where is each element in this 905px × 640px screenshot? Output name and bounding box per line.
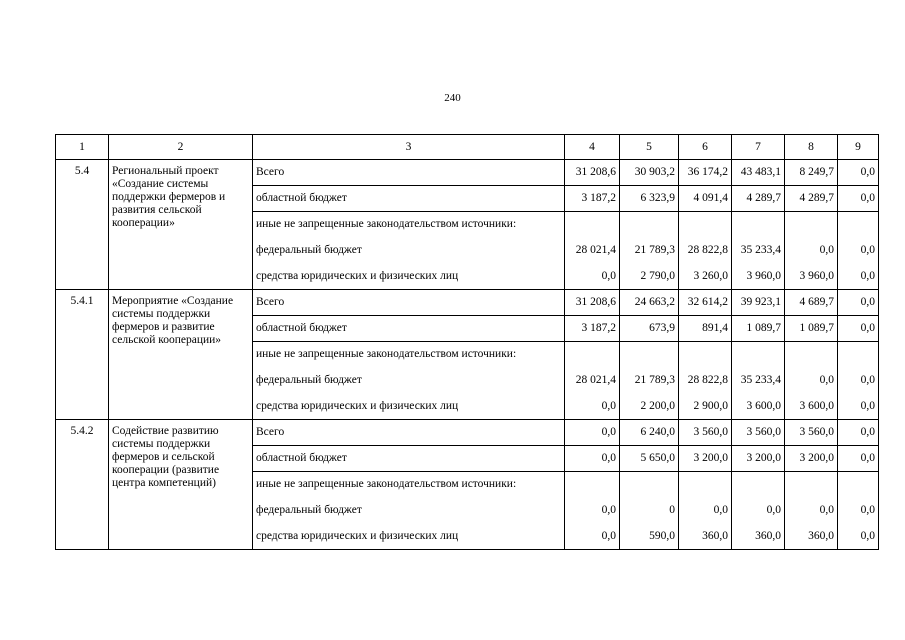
funding-source: иные не запрещенные законодательством источники: <box>253 472 565 498</box>
funding-source: Всего <box>253 160 565 186</box>
amount-cell: 3 960,0 <box>732 264 785 290</box>
amount-cell: 21 789,3 <box>620 238 679 264</box>
amount-cell <box>679 342 732 368</box>
amount-cell: 0,0 <box>838 420 879 446</box>
amount-cell: 3 200,0 <box>732 446 785 472</box>
amount-cell: 360,0 <box>679 524 732 550</box>
amount-cell: 43 483,1 <box>732 160 785 186</box>
amount-cell: 35 233,4 <box>732 238 785 264</box>
amount-cell <box>679 472 732 498</box>
row-title: Мероприятие «Создание системы поддержки фермеров и развитие сельской кооперации» <box>109 290 253 420</box>
column-header: 6 <box>679 135 732 160</box>
amount-cell <box>732 472 785 498</box>
amount-cell: 360,0 <box>732 524 785 550</box>
amount-cell: 3 560,0 <box>679 420 732 446</box>
funding-source: федеральный бюджет <box>253 368 565 394</box>
column-header: 4 <box>565 135 620 160</box>
amount-cell: 0,0 <box>838 290 879 316</box>
amount-cell: 0,0 <box>565 394 620 420</box>
amount-cell: 0,0 <box>679 498 732 524</box>
amount-cell: 0,0 <box>565 498 620 524</box>
amount-cell: 3 260,0 <box>679 264 732 290</box>
amount-cell: 3 560,0 <box>785 420 838 446</box>
funding-source: областной бюджет <box>253 446 565 472</box>
amount-cell: 3 560,0 <box>732 420 785 446</box>
amount-cell: 0,0 <box>838 238 879 264</box>
amount-cell <box>785 342 838 368</box>
amount-cell: 21 789,3 <box>620 368 679 394</box>
amount-cell: 31 208,6 <box>565 160 620 186</box>
amount-cell <box>620 212 679 238</box>
column-header: 2 <box>109 135 253 160</box>
amount-cell: 0,0 <box>838 160 879 186</box>
table-row <box>56 160 879 186</box>
amount-cell: 28 021,4 <box>565 368 620 394</box>
funding-source: федеральный бюджет <box>253 238 565 264</box>
column-header: 3 <box>253 135 565 160</box>
amount-cell: 0,0 <box>565 524 620 550</box>
funding-source: Всего <box>253 420 565 446</box>
amount-cell: 0,0 <box>565 420 620 446</box>
amount-cell: 6 240,0 <box>620 420 679 446</box>
amount-cell <box>565 212 620 238</box>
amount-cell <box>838 212 879 238</box>
column-header: 1 <box>56 135 109 160</box>
amount-cell <box>620 342 679 368</box>
amount-cell: 0,0 <box>785 498 838 524</box>
amount-cell: 28 822,8 <box>679 238 732 264</box>
amount-cell <box>785 212 838 238</box>
amount-cell: 0,0 <box>732 498 785 524</box>
amount-cell <box>679 212 732 238</box>
amount-cell: 3 200,0 <box>785 446 838 472</box>
row-code: 5.4.1 <box>56 290 109 420</box>
amount-cell: 2 900,0 <box>679 394 732 420</box>
amount-cell <box>620 472 679 498</box>
amount-cell: 30 903,2 <box>620 160 679 186</box>
amount-cell: 3 960,0 <box>785 264 838 290</box>
amount-cell: 35 233,4 <box>732 368 785 394</box>
amount-cell: 3 600,0 <box>732 394 785 420</box>
amount-cell: 673,9 <box>620 316 679 342</box>
amount-cell: 0,0 <box>565 446 620 472</box>
funding-source: средства юридических и физических лиц <box>253 524 565 550</box>
page-number: 240 <box>444 92 461 104</box>
amount-cell: 2 200,0 <box>620 394 679 420</box>
amount-cell: 0,0 <box>838 394 879 420</box>
amount-cell: 0,0 <box>838 316 879 342</box>
funding-source: иные не запрещенные законодательством источники: <box>253 342 565 368</box>
row-code: 5.4 <box>56 160 109 290</box>
funding-source: средства юридических и физических лиц <box>253 264 565 290</box>
amount-cell: 39 923,1 <box>732 290 785 316</box>
row-title: Региональный проект «Создание системы поддержки фермеров и развития сельской кооперации» <box>109 160 253 290</box>
amount-cell: 4 289,7 <box>732 186 785 212</box>
amount-cell: 24 663,2 <box>620 290 679 316</box>
table-row <box>56 290 879 316</box>
amount-cell: 2 790,0 <box>620 264 679 290</box>
amount-cell: 0,0 <box>838 186 879 212</box>
amount-cell: 36 174,2 <box>679 160 732 186</box>
column-header: 5 <box>620 135 679 160</box>
amount-cell: 4 689,7 <box>785 290 838 316</box>
amount-cell: 0,0 <box>838 446 879 472</box>
funding-source: Всего <box>253 290 565 316</box>
amount-cell: 0,0 <box>785 368 838 394</box>
amount-cell: 31 208,6 <box>565 290 620 316</box>
row-code: 5.4.2 <box>56 420 109 550</box>
amount-cell: 891,4 <box>679 316 732 342</box>
table-row <box>56 420 879 446</box>
amount-cell: 4 289,7 <box>785 186 838 212</box>
funding-source: областной бюджет <box>253 186 565 212</box>
amount-cell: 3 187,2 <box>565 316 620 342</box>
amount-cell: 360,0 <box>785 524 838 550</box>
amount-cell: 0,0 <box>838 264 879 290</box>
amount-cell: 0,0 <box>565 264 620 290</box>
amount-cell: 0,0 <box>838 368 879 394</box>
funding-source: иные не запрещенные законодательством источники: <box>253 212 565 238</box>
amount-cell: 590,0 <box>620 524 679 550</box>
amount-cell: 6 323,9 <box>620 186 679 212</box>
amount-cell: 28 021,4 <box>565 238 620 264</box>
amount-cell <box>838 342 879 368</box>
amount-cell: 1 089,7 <box>732 316 785 342</box>
amount-cell <box>565 342 620 368</box>
header-row <box>56 135 879 160</box>
amount-cell <box>565 472 620 498</box>
amount-cell: 4 091,4 <box>679 186 732 212</box>
funding-source: областной бюджет <box>253 316 565 342</box>
amount-cell <box>732 212 785 238</box>
budget-table <box>55 134 879 550</box>
amount-cell: 28 822,8 <box>679 368 732 394</box>
amount-cell: 3 187,2 <box>565 186 620 212</box>
amount-cell: 5 650,0 <box>620 446 679 472</box>
table-body <box>56 160 879 550</box>
funding-source: федеральный бюджет <box>253 498 565 524</box>
amount-cell <box>838 472 879 498</box>
amount-cell: 0,0 <box>838 524 879 550</box>
amount-cell: 3 200,0 <box>679 446 732 472</box>
funding-source: средства юридических и физических лиц <box>253 394 565 420</box>
amount-cell: 0,0 <box>838 498 879 524</box>
amount-cell: 8 249,7 <box>785 160 838 186</box>
amount-cell: 32 614,2 <box>679 290 732 316</box>
amount-cell: 0,0 <box>785 238 838 264</box>
column-header: 7 <box>732 135 785 160</box>
row-title: Содействие развитию системы поддержки фермеров и сельской кооперации (развитие центра компетенций) <box>109 420 253 550</box>
amount-cell: 0 <box>620 498 679 524</box>
column-header: 9 <box>838 135 879 160</box>
amount-cell <box>785 472 838 498</box>
column-header: 8 <box>785 135 838 160</box>
amount-cell: 1 089,7 <box>785 316 838 342</box>
amount-cell: 3 600,0 <box>785 394 838 420</box>
amount-cell <box>732 342 785 368</box>
